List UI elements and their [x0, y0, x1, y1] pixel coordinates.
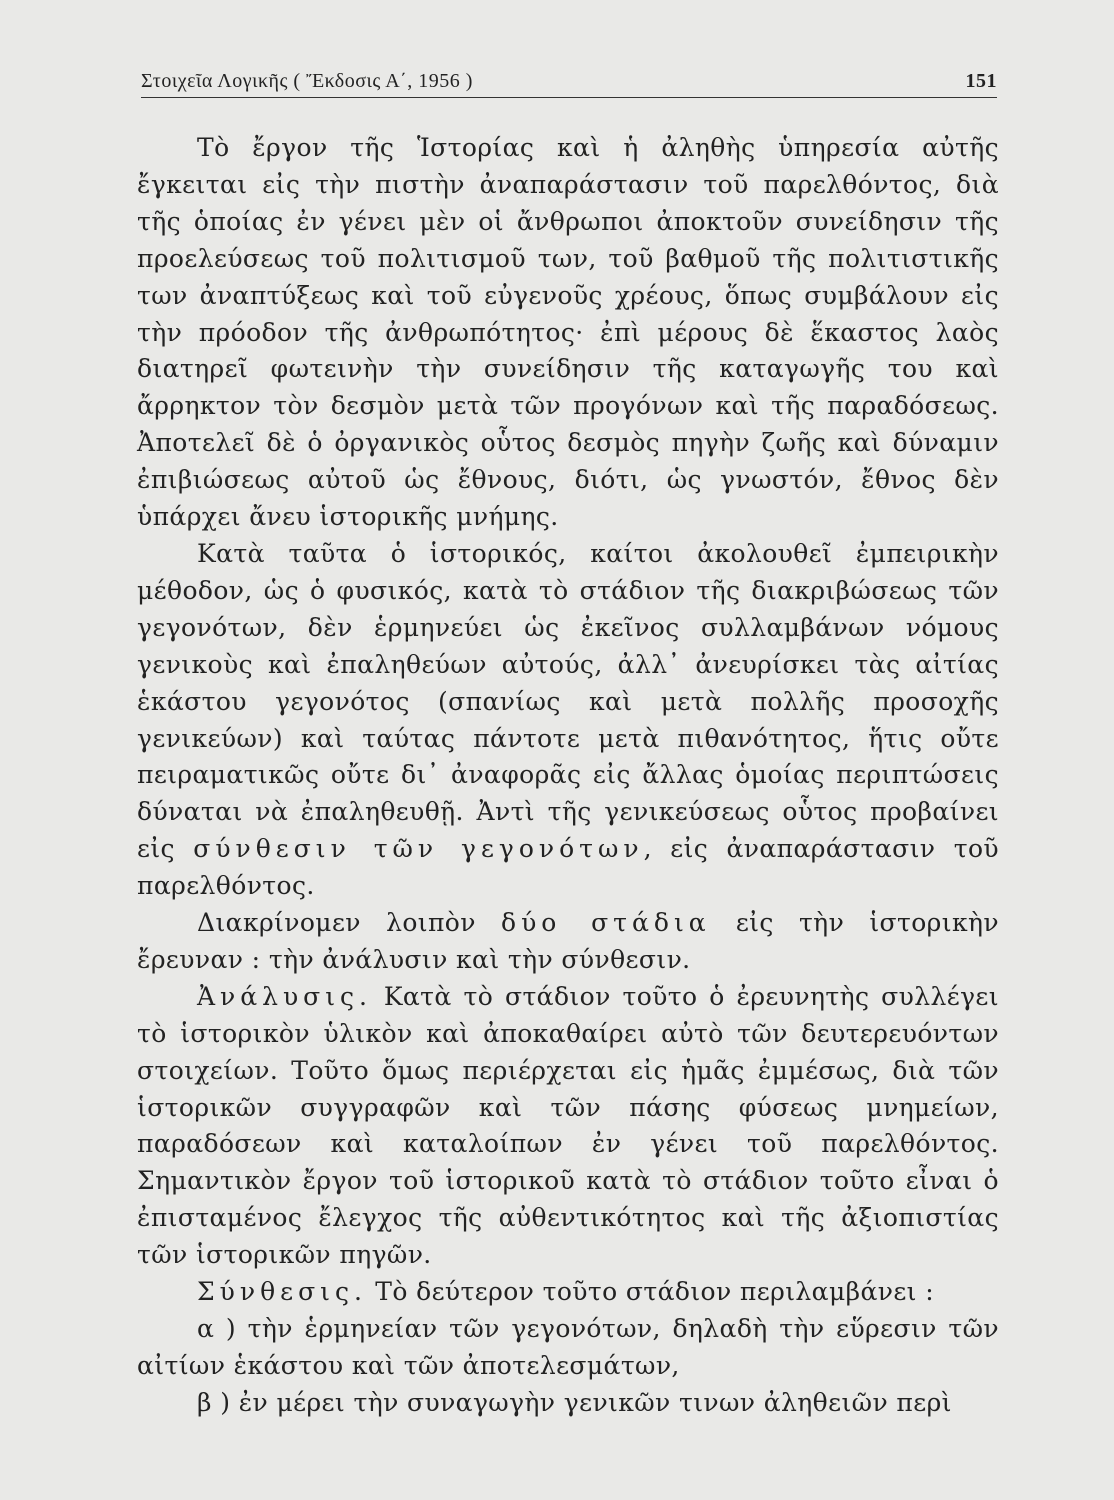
- paragraph-two-stages-end: εἰς τὴν ἱστορικὴν ἔρευναν : τὴν ἀνάλυσιν καὶ τὴν σύνθεσιν.: [137, 908, 999, 974]
- paragraph-historian-method: [137, 536, 999, 905]
- heading-synthesis: Σύνθεσις.: [197, 1277, 367, 1307]
- list-item-a: α ) τὴν ἑρμηνείαν τῶν γεγονότων, δηλαδὴ τὴν εὕρεσιν τῶν αἰτίων ἑκάστου καὶ τῶν ἀποτελεσμάτων,: [137, 1314, 999, 1380]
- paragraph-historian-method-text: Κατὰ ταῦτα ὁ ἱστορικός, καίτοι ἀκολουθεῖ ἐμπειρικὴν μέθοδον, ὡς ὁ φυσικός, κατὰ τὸ στάδιον τῆς διακριβώσεως τῶν γεγονότων, δὲν ἑρμηνεύει ὡς ἐκεῖνος συλλαμβάνων νόμους γενικοὺς καὶ ἐπαληθεύων αὐτούς, ἀλλ᾽ ἀνευρίσκει τὰς αἰτίας ἑκάστου γεγονότος (σπανίως καὶ μετὰ πολλῆς προσοχῆς γενικεύων) καὶ ταύτας πάντοτε μετὰ πιθανότητος, ἥτις οὔτε πειραματικῶς οὔτε δι᾽ ἀναφορᾶς εἰς ἄλλας ὁμοίας περιπτώσεις δύναται νὰ ἐπαληθευθῇ. Ἀντὶ τῆς γενικεύσεως οὗτος προβαίνει εἰς: [137, 538, 999, 864]
- paragraph-analysis-text: Κατὰ τὸ στάδιον τοῦτο ὁ ἐρευνητὴς συλλέγει τὸ ἱστορικὸν ὑλικὸν καὶ ἀποκαθαίρει αὐτὸ τῶν δευτερευόντων στοιχείων. Τοῦτο ὅμως περιέρχεται εἰς ἡμᾶς ἐμμέσως, διὰ τῶν ἱστορικῶν συγγραφῶν καὶ τῶν πάσης φύσεως μνημείων, παραδόσεων καὶ καταλοίπων ἐν γένει τοῦ παρελθόντος. Σημαντικὸν ἔργον τοῦ ἱστορικοῦ κατὰ τὸ στάδιον τοῦτο εἶναι ὁ ἐπισταμένος ἔλεγχος τῆς αὐθεντικότητος καὶ τῆς ἀξιοπιστίας τῶν ἱστορικῶν πηγῶν.: [137, 981, 999, 1270]
- paragraph-analysis: [137, 979, 999, 1274]
- header-title: Στοιχεῖα Λογικῆς ( Ἔκδοσις Α΄, 1956 ): [141, 70, 473, 92]
- body-text: [137, 130, 999, 1422]
- emphasis-two-stages: δύο στάδια: [501, 908, 711, 938]
- running-head: [141, 68, 997, 98]
- list-item-b: β ) ἐν μέρει τὴν συναγωγὴν γενικῶν τινων ἀληθειῶν περὶ: [197, 1387, 952, 1417]
- heading-analysis: Ἀνάλυσις.: [197, 981, 372, 1011]
- paragraph-historian-method-end: , εἰς ἀναπαράστασιν τοῦ παρελθόντος.: [137, 834, 999, 901]
- emphasis-synthesis-of-facts: σύνθεσιν τῶν γεγονότων: [193, 834, 644, 864]
- paragraph-two-stages: [137, 905, 999, 979]
- page-number: 151: [965, 70, 997, 92]
- paragraph-synthesis-text: Τὸ δεύτερον τοῦτο στάδιον περιλαμβάνει :: [375, 1277, 935, 1307]
- paragraph-history-purpose: Τὸ ἔργον τῆς Ἱστορίας καὶ ἡ ἀληθὴς ὑπηρεσία αὐτῆς ἔγκειται εἰς τὴν πιστὴν ἀναπαράστασιν τοῦ παρελθόντος, διὰ τῆς ὁποίας ἐν γένει μὲν οἱ ἄνθρωποι ἀποκτοῦν συνείδησιν τῆς προελεύσεως τοῦ πολιτισμοῦ των, τοῦ βαθμοῦ τῆς πολιτιστικῆς των ἀναπτύξεως καὶ τοῦ εὐγενοῦς χρέους, ὅπως συμβάλουν εἰς τὴν πρόοδον τῆς ἀνθρωπότητος· ἐπὶ μέρους δὲ ἕκαστος λαὸς διατηρεῖ φωτεινὴν τὴν συνείδησιν τῆς καταγωγῆς του καὶ ἄρρηκτον τὸν δεσμὸν μετὰ τῶν προγόνων καὶ τῆς παραδόσεως. Ἀποτελεῖ δὲ ὁ ὀργανικὸς οὗτος δεσμὸς πηγὴν ζωῆς καὶ δύναμιν ἐπιβιώσεως αὐτοῦ ὡς ἔθνους, διότι, ὡς γνωστόν, ἔθνος δὲν ὑπάρχει ἄνευ ἱστορικῆς μνήμης.: [137, 133, 999, 532]
- paragraph-synthesis: [137, 1274, 999, 1311]
- paragraph-two-stages-start: Διακρίνομεν λοιπὸν: [197, 908, 476, 938]
